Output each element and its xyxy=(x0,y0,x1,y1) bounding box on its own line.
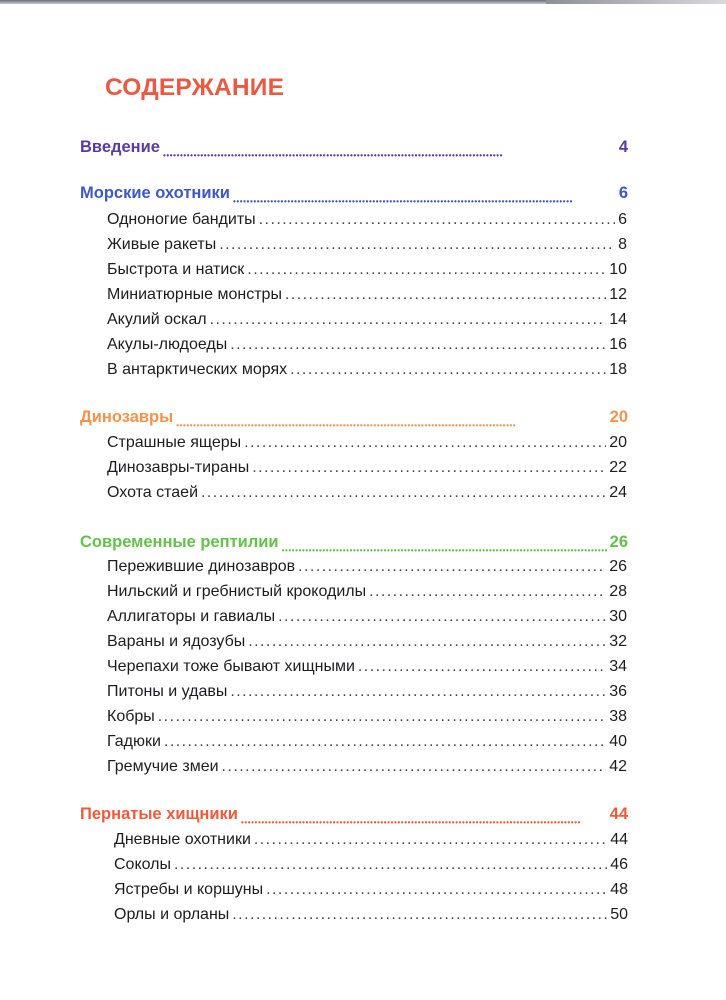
toc-entry[interactable] xyxy=(107,708,627,726)
toc-entry[interactable] xyxy=(107,658,627,676)
dot-leader xyxy=(233,190,616,209)
toc-page-number: 40 xyxy=(609,733,627,750)
toc-section-intro[interactable] xyxy=(80,138,628,163)
toc-section-title: Динозавры xyxy=(80,408,174,426)
toc-entry-title: Страшные ящеры xyxy=(107,434,242,451)
toc-entry-title: Живые ракеты xyxy=(107,236,217,253)
toc-entry-title: Черепахи тоже бывают хищными xyxy=(107,658,355,675)
toc-entry-title: Гремучие змеи xyxy=(107,758,219,775)
toc-entry-title: Соколы xyxy=(114,856,172,873)
toc-page-number: 16 xyxy=(609,336,627,353)
toc-section-title: Морские охотники xyxy=(80,184,230,202)
toc-entry-title: Охота стаей xyxy=(107,484,199,501)
toc-entry-title: Одноногие бандиты xyxy=(107,211,256,228)
toc-entry-title: Аллигаторы и гавиалы xyxy=(107,608,276,625)
toc-entry[interactable] xyxy=(107,211,627,229)
toc-entry-title: Ястребы и коршуны xyxy=(114,881,264,898)
toc-entry[interactable] xyxy=(107,261,627,279)
dot-leader xyxy=(201,484,606,502)
toc-entry[interactable] xyxy=(114,906,628,924)
toc-entry-title: Кобры xyxy=(107,708,155,725)
toc-entry[interactable] xyxy=(107,484,627,502)
toc-entry[interactable] xyxy=(107,583,627,601)
toc-page-number: 44 xyxy=(610,831,628,848)
dot-leader xyxy=(164,733,606,751)
dot-leader xyxy=(290,361,606,379)
dot-leader xyxy=(158,708,606,726)
toc-page-number: 20 xyxy=(609,408,628,426)
dot-leader xyxy=(230,683,606,701)
toc-page-number: 24 xyxy=(609,484,627,501)
dot-leader xyxy=(219,236,615,254)
toc-page-number: 26 xyxy=(609,533,628,551)
toc-entry[interactable] xyxy=(107,311,627,329)
toc-page-number: 36 xyxy=(609,683,627,700)
toc-entry-title: Гадюки xyxy=(107,733,161,750)
dot-leader xyxy=(252,459,606,477)
toc-page-number: 12 xyxy=(609,286,627,303)
toc-entry[interactable] xyxy=(114,831,628,849)
toc-section-birds-of-prey[interactable] xyxy=(80,805,628,830)
toc-entry-title: Нильский и гребнистый крокодилы xyxy=(107,583,367,600)
dot-leader xyxy=(210,311,607,329)
toc-page-number: 6 xyxy=(618,184,628,202)
dot-leader xyxy=(298,558,606,576)
toc-page-number: 28 xyxy=(609,583,627,600)
toc-page-number: 18 xyxy=(609,361,627,378)
toc-entry[interactable] xyxy=(107,758,627,776)
dot-leader xyxy=(369,583,606,601)
toc-entry[interactable] xyxy=(107,558,627,576)
toc-page-number: 8 xyxy=(618,236,627,253)
dot-leader xyxy=(285,286,606,304)
toc-entry-title: Вараны и ядозубы xyxy=(107,633,246,650)
toc-page-number: 42 xyxy=(609,758,627,775)
toc-entry[interactable] xyxy=(107,434,627,452)
toc-entry-title: Миниатюрные монстры xyxy=(107,286,282,303)
toc-page-number: 48 xyxy=(610,881,628,898)
toc-entry[interactable] xyxy=(107,633,627,651)
toc-page-number: 38 xyxy=(609,708,627,725)
dot-leader xyxy=(266,881,607,899)
toc-section-sea-hunters[interactable] xyxy=(80,184,628,209)
toc-page-number: 20 xyxy=(609,434,627,451)
toc-entry[interactable] xyxy=(107,286,627,304)
dot-leader xyxy=(248,633,606,651)
toc-entry[interactable] xyxy=(114,856,628,874)
toc-section-dinosaurs[interactable] xyxy=(80,408,628,433)
toc-entry[interactable] xyxy=(107,683,627,701)
toc-page-number: 50 xyxy=(610,906,628,923)
toc-entry[interactable] xyxy=(114,881,628,899)
toc-page-number: 22 xyxy=(609,459,627,476)
toc-entry-title: Питоны и удавы xyxy=(107,683,228,700)
toc-entry[interactable] xyxy=(107,608,627,626)
toc-entry-title: Быстрота и натиск xyxy=(107,261,245,278)
toc-section-title: Введение xyxy=(80,138,160,156)
toc-entry[interactable] xyxy=(107,336,627,354)
dot-leader xyxy=(247,261,606,279)
toc-section-title: Современные рептилии xyxy=(80,533,279,551)
page-title: СОДЕРЖАНИЕ xyxy=(105,74,285,101)
toc-entry[interactable] xyxy=(107,459,627,477)
toc-page-number: 4 xyxy=(618,138,628,156)
toc-page-number: 26 xyxy=(609,558,627,575)
dot-leader xyxy=(259,211,615,229)
dot-leader xyxy=(244,434,606,452)
dot-leader xyxy=(278,608,606,626)
dot-leader xyxy=(241,811,607,830)
toc-entry-title: Акулы-людоеды xyxy=(107,336,228,353)
toc-page-number: 32 xyxy=(609,633,627,650)
toc-page-number: 10 xyxy=(609,261,627,278)
toc-entry[interactable] xyxy=(107,236,627,254)
toc-entry-title: Пережившие динозавров xyxy=(107,558,296,575)
dot-leader xyxy=(282,539,607,558)
toc-page-number: 44 xyxy=(609,805,628,823)
dot-leader xyxy=(222,758,607,776)
toc-section-title: Пернатые хищники xyxy=(80,805,238,823)
toc-section-modern-reptiles[interactable] xyxy=(80,533,628,558)
dot-leader xyxy=(163,144,616,163)
dot-leader xyxy=(232,906,607,924)
toc-entry[interactable] xyxy=(107,733,627,751)
dot-leader xyxy=(230,336,606,354)
toc-entry-title: В антарктических морях xyxy=(107,361,288,378)
toc-entry-title: Дневные охотники xyxy=(114,831,251,848)
top-border-rule xyxy=(0,0,726,4)
dot-leader xyxy=(358,658,606,676)
toc-page-number: 6 xyxy=(618,211,627,228)
dot-leader xyxy=(254,831,607,849)
toc-entry-title: Акулий оскал xyxy=(107,311,207,328)
toc-page-number: 14 xyxy=(609,311,627,328)
toc-page-number: 34 xyxy=(609,658,627,675)
toc-entry-title: Орлы и орланы xyxy=(114,906,230,923)
toc-page-number: 46 xyxy=(610,856,628,873)
dot-leader xyxy=(176,414,606,433)
dot-leader xyxy=(174,856,607,874)
toc-entry[interactable] xyxy=(107,361,627,379)
toc-page-number: 30 xyxy=(609,608,627,625)
toc-entry-title: Динозавры-тираны xyxy=(107,459,250,476)
